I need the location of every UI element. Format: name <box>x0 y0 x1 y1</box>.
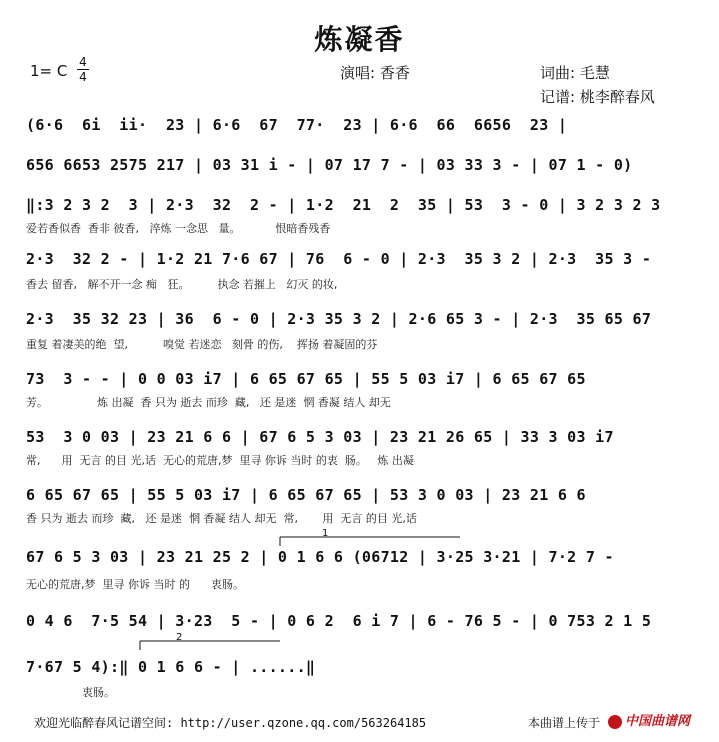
site-logo <box>608 710 690 729</box>
notes-line-3: ‖:3 2 3 2 3 | 2·3 32 2 - | 1·2 21 2 35 | 53 3 - 0 | 3 2 3 2 3 <box>26 196 661 214</box>
logo-mark-icon <box>608 715 622 729</box>
notes-line-1: (6·6 6i ii· 23 | 6·6 67 77· 23 | 6·6 66 6656 23 | <box>26 116 568 134</box>
volta-1-label: 1 <box>322 528 329 539</box>
lyrics-line-8: 香 只为 逝去 而珍 藏, 还 是迷 惘 香凝 结人 却无 常, 用 无言 的目 光,话 <box>26 512 417 525</box>
lyrics-line-5: 重复 着凄美的绝 望, 嗅觉 若迷恋 刻骨 的伤, 挥扬 着凝固的芬 <box>26 338 378 351</box>
lyrics-line-4: 香去 留香, 解不开一念 痴 狂。 执念 若摧上 幻灭 的妆, <box>26 278 338 291</box>
footer-upload-note: 本曲谱上传于 <box>528 716 601 730</box>
singer-credit: 演唱: 香香 <box>340 64 410 82</box>
lyrics-line-7: 常, 用 无言 的目 光,话 无心的荒唐,梦 里寻 你诉 当时 的衷 肠。 炼 出凝 <box>26 454 414 467</box>
key-signature: 1= C <box>30 62 68 80</box>
notes-line-4: 2·3 32 2 - | 1·2 21 7·6 67 | 76 6 - 0 | 2·3 35 3 2 | 2·3 35 3 - <box>26 250 652 268</box>
notes-line-7: 53 3 0 03 | 23 21 6 6 | 67 6 5 3 03 | 23 21 26 65 | 33 3 03 i7 <box>26 428 614 446</box>
time-sig-bottom: 4 <box>79 70 87 84</box>
logo-text: 中国曲谱网 <box>625 714 691 729</box>
lyrics-line-11: 衷肠。 <box>26 686 115 699</box>
notes-line-9: 67 6 5 3 03 | 23 21 25 2 | 0 1 6 6 (06712 | 3·25 3·21 | 7·2 7 - <box>26 548 614 566</box>
footer-website: 欢迎光临醉春风记谱空间: http://user.qzone.qq.com/563264185 <box>34 716 427 730</box>
notes-line-6: 73 3 - - | 0 0 03 i7 | 6 65 67 65 | 55 5 03 i7 | 6 65 67 65 <box>26 370 586 388</box>
notes-line-8: 6 65 67 65 | 55 5 03 i7 | 6 65 67 65 | 53 3 0 03 | 23 21 6 6 <box>26 486 586 504</box>
volta-2-label: 2 <box>176 632 183 643</box>
lyrics-line-9: 无心的荒唐,梦 里寻 你诉 当时 的 衷肠。 <box>26 578 244 591</box>
time-signature <box>77 56 89 83</box>
notes-line-2: 656 6653 2575 217 | 03 31 i - | 07 17 7 - | 03 33 3 - | 07 1 - 0) <box>26 156 633 174</box>
notes-line-5: 2·3 35 32 23 | 36 6 - 0 | 2·3 35 3 2 | 2·6 65 3 - | 2·3 35 65 67 <box>26 310 652 328</box>
composer-credit: 词曲: 毛慧 <box>540 64 610 82</box>
time-sig-top: 4 <box>79 55 87 69</box>
lyrics-line-3: 爱若香似香 香非 彼香, 淬炼 一念思 量。 恨暗香残香 <box>26 222 331 235</box>
transcriber-credit: 记谱: 桃李醉春风 <box>540 88 655 106</box>
lyrics-line-6: 芳。 炼 出凝 香 只为 逝去 而珍 藏, 还 是迷 惘 香凝 结人 却无 <box>26 396 391 409</box>
notes-line-11: 7·67 5 4):‖ 0 1 6 6 - | ......‖ <box>26 658 316 676</box>
score-title: 炼凝香 <box>314 23 405 56</box>
notes-line-10: 0 4 6 7·5 54 | 3·23 5 - | 0 6 2 6 i 7 | 6 - 76 5 - | 0 753 2 1 5 <box>26 612 652 630</box>
